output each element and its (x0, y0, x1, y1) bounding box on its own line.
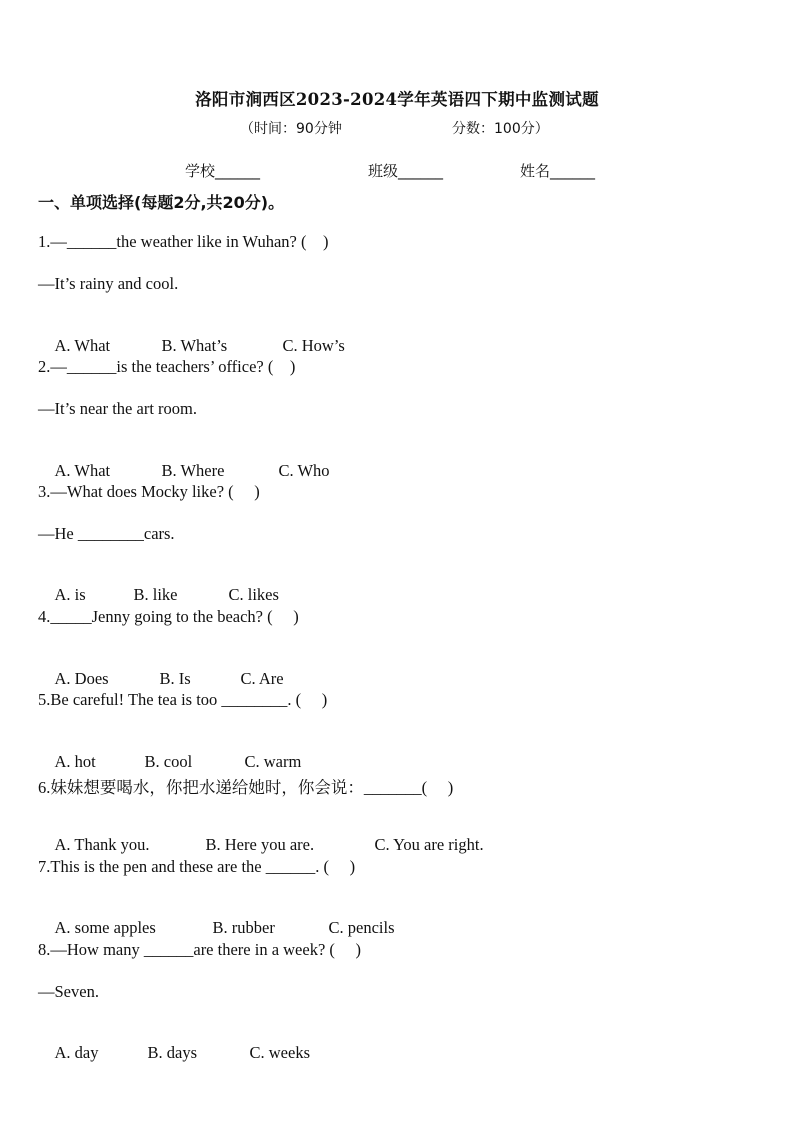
question-1-option-a: A. What (54, 336, 111, 355)
question-8-stem: 8.—How many ______are there in a week? ( ) (38, 940, 362, 959)
question-7-stem: 7.This is the pen and these are the ______. ( ) (38, 857, 356, 876)
question-2-option-c: C. Who (278, 461, 330, 480)
question-3-stem: 3.—What does Mocky like? ( ) (38, 482, 260, 501)
exam-score: 分数：100分） (452, 121, 549, 137)
question-4-option-a: A. Does (54, 669, 109, 688)
question-2-reply: —It’s near the art room. (38, 399, 197, 418)
question-2-stem: 2.—______is the teachers’ office? ( ) (38, 357, 296, 376)
question-4-option-b: B. Is (159, 669, 191, 688)
question-3-option-c: C. likes (228, 585, 279, 604)
question-5-stem: 5.Be careful! The tea is too ________. ( ) (38, 690, 328, 709)
exam-time: （时间：90分钟 (240, 121, 342, 137)
question-7-option-b: B. rubber (212, 918, 275, 937)
question-8-option-c: C. weeks (249, 1043, 310, 1062)
question-5-option-c: C. warm (244, 752, 302, 771)
question-4-stem: 4._____Jenny going to the beach? ( ) (38, 607, 299, 626)
question-1-stem: 1.—______the weather like in Wuhan? ( ) (38, 232, 329, 251)
question-3-option-b: B. like (133, 585, 178, 604)
question-5-option-a: A. hot (54, 752, 96, 771)
question-1-reply: —It’s rainy and cool. (38, 274, 179, 293)
question-1-option-c: C. How’s (282, 336, 345, 355)
question-4-option-c: C. Are (240, 669, 284, 688)
section-heading: 一、单项选择(每题2分,共20分)。 (38, 193, 285, 212)
question-6-option-b: B. Here you are. (205, 835, 315, 854)
question-2-option-b: B. Where (161, 461, 225, 480)
question-6-option-c: C. You are right. (374, 835, 484, 854)
question-3-option-a: A. is (54, 585, 86, 604)
class-field: 班级______ (368, 162, 444, 180)
question-8-option-b: B. days (147, 1043, 197, 1062)
name-field: 姓名______ (520, 162, 596, 180)
question-1-option-b: B. What’s (161, 336, 228, 355)
question-5-option-b: B. cool (144, 752, 193, 771)
question-3-reply: —He ________cars. (38, 524, 175, 543)
question-6-stem: 6.妹妹想要喝水，你把水递给她时，你会说：_______( ) (38, 778, 454, 797)
question-8-reply: —Seven. (38, 982, 99, 1001)
question-7-option-a: A. some apples (54, 918, 156, 937)
question-2-option-a: A. What (54, 461, 111, 480)
question-6-option-a: A. Thank you. (54, 835, 150, 854)
exam-title: 洛阳市涧西区2023-2024学年英语四下期中监测试题 (195, 90, 599, 109)
question-8-option-a: A. day (54, 1043, 99, 1062)
school-field: 学校______ (185, 162, 261, 180)
question-7-option-c: C. pencils (328, 918, 395, 937)
question-8-options (38, 1023, 310, 1083)
